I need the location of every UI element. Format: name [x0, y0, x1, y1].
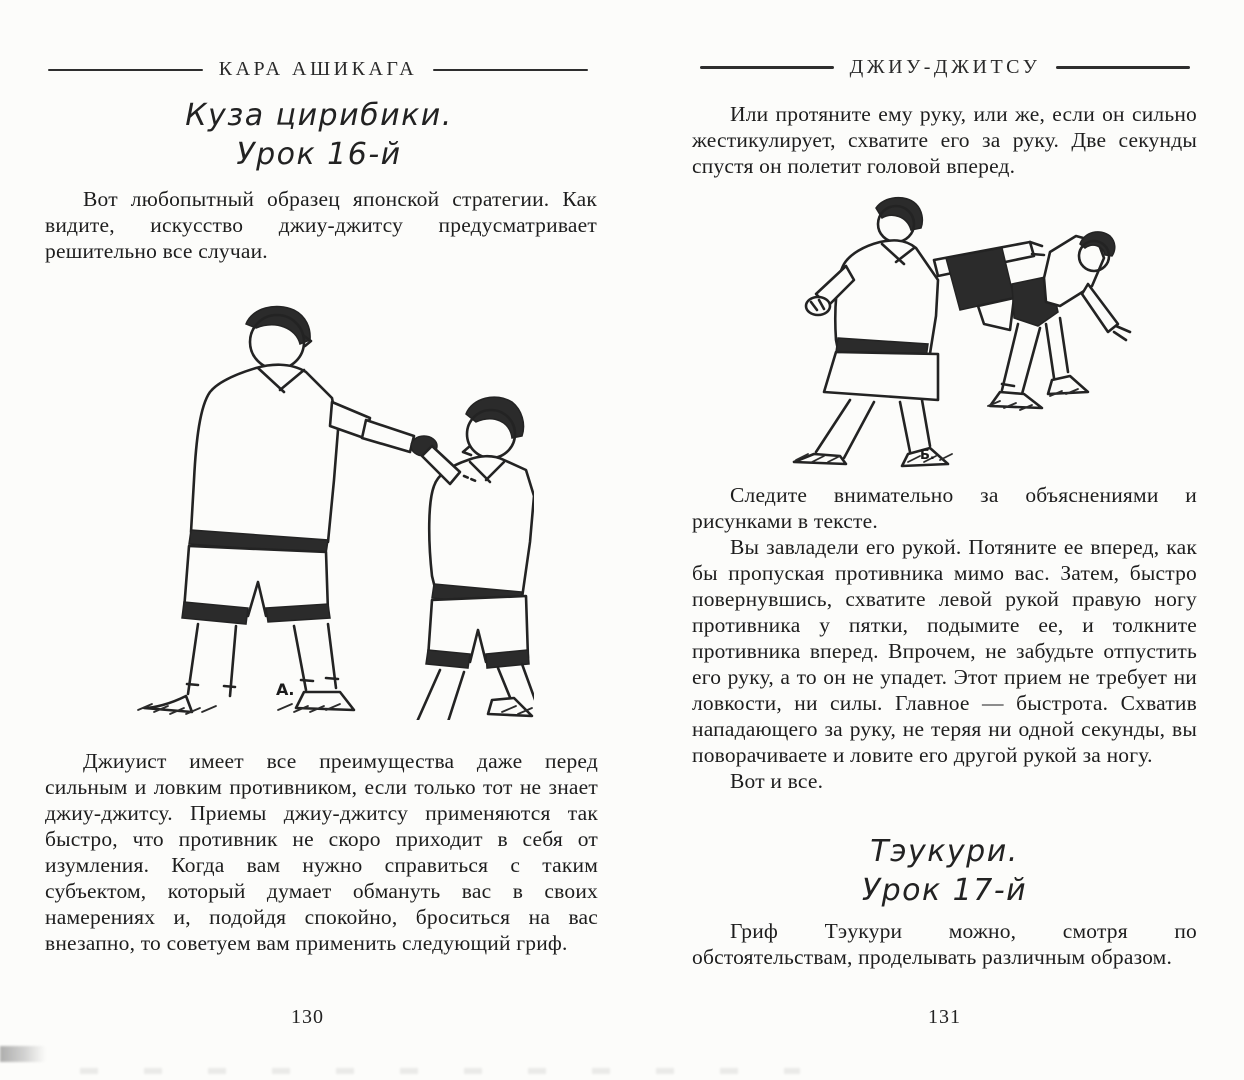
- figure-b-thrower: [794, 198, 1044, 466]
- lesson-16-title-line2: Урок 16-й: [236, 137, 402, 172]
- right-text-block: [692, 482, 1197, 794]
- lesson-16-title-line1: Куза цирибики.: [185, 98, 453, 133]
- right-head-rule-left: [700, 66, 834, 69]
- right-paragraph-4: Вот и все.: [730, 769, 824, 793]
- figure-b-drawing: [788, 194, 1142, 470]
- left-running-head: [48, 58, 588, 81]
- left-paragraph-1: Вот любопытный образец японской стратегии. Как видите, искусство джиу-джитсу предусматривает решительно все случаи.: [45, 187, 597, 263]
- figure-b-label: Б.: [920, 448, 935, 463]
- figure-a-illustration: [98, 280, 534, 720]
- lesson-16-title: [45, 96, 593, 174]
- figure-b-opponent: [946, 232, 1130, 408]
- left-running-head-text: КАРА АШИКАГА: [218, 58, 418, 80]
- right-running-head-text: ДЖИУ-ДЖИТСУ: [849, 56, 1041, 78]
- right-running-head: [700, 56, 1190, 79]
- figure-a-left-man: [144, 306, 437, 712]
- scan-edge-smudge: [0, 1046, 46, 1062]
- right-paragraph-1: Или протяните ему руку, или же, если он сильно жестикулирует, схватите его за руку. Две секунды спустя он полетит головой вперед.: [692, 102, 1197, 178]
- lesson-17-title-line1: Тэукури.: [870, 834, 1019, 869]
- right-head-rule-right: [1056, 66, 1190, 69]
- right-paragraph-2: Следите внимательно за объяснениями и рисунками в тексте.: [692, 483, 1197, 533]
- lesson-17-title-line2: Урок 17-й: [861, 873, 1028, 908]
- left-paragraph-2: Джиуист имеет все преимущества даже перед сильным и ловким противником, если только тот не знает джиу-джитсу. Приемы джиу-джитсу применяются так быстро, что противник не скоро приходит в себя от изумления. Когда вам нужно справиться с таким субъектом, который думает обмануть вас в своих намерениях и, подойдя спокойно, броситься на вас внезапно, то советуем вам применить следующий гриф.: [45, 749, 598, 955]
- lesson-17-title: [692, 832, 1197, 910]
- figure-a-drawing: [98, 280, 534, 720]
- left-head-rule-left: [48, 69, 203, 71]
- left-page-number: 130: [291, 1006, 324, 1028]
- right-paragraph-3: Вы завладели его рукой. Потяните ее вперед, как бы пропуская противника мимо вас. Затем, быстро повернувшись, схватите левой рукой правую ногу противника у пятки, подымите ее, и толкните противника вперед. Впрочем, не забудьте отпустить его руку, а то он не упадет. Этот прием не требует ни ловкости, ни силы. Главное — быстрота. Схватив нападающего за руку, не теряя ни одной секунды, вы поворачиваете и ловите его другой рукой за ногу.: [692, 535, 1197, 767]
- right-paragraph-5: Гриф Тэукури можно, смотря по обстоятельствам, проделывать различным образом.: [692, 919, 1197, 969]
- figure-a-label: А.: [276, 680, 295, 699]
- figure-b-illustration: [788, 194, 1142, 470]
- figure-a-ground-hatching: [138, 704, 532, 720]
- scan-edge-streak: [80, 1068, 800, 1074]
- left-head-rule-right: [433, 69, 588, 71]
- right-page-number: 131: [928, 1006, 961, 1028]
